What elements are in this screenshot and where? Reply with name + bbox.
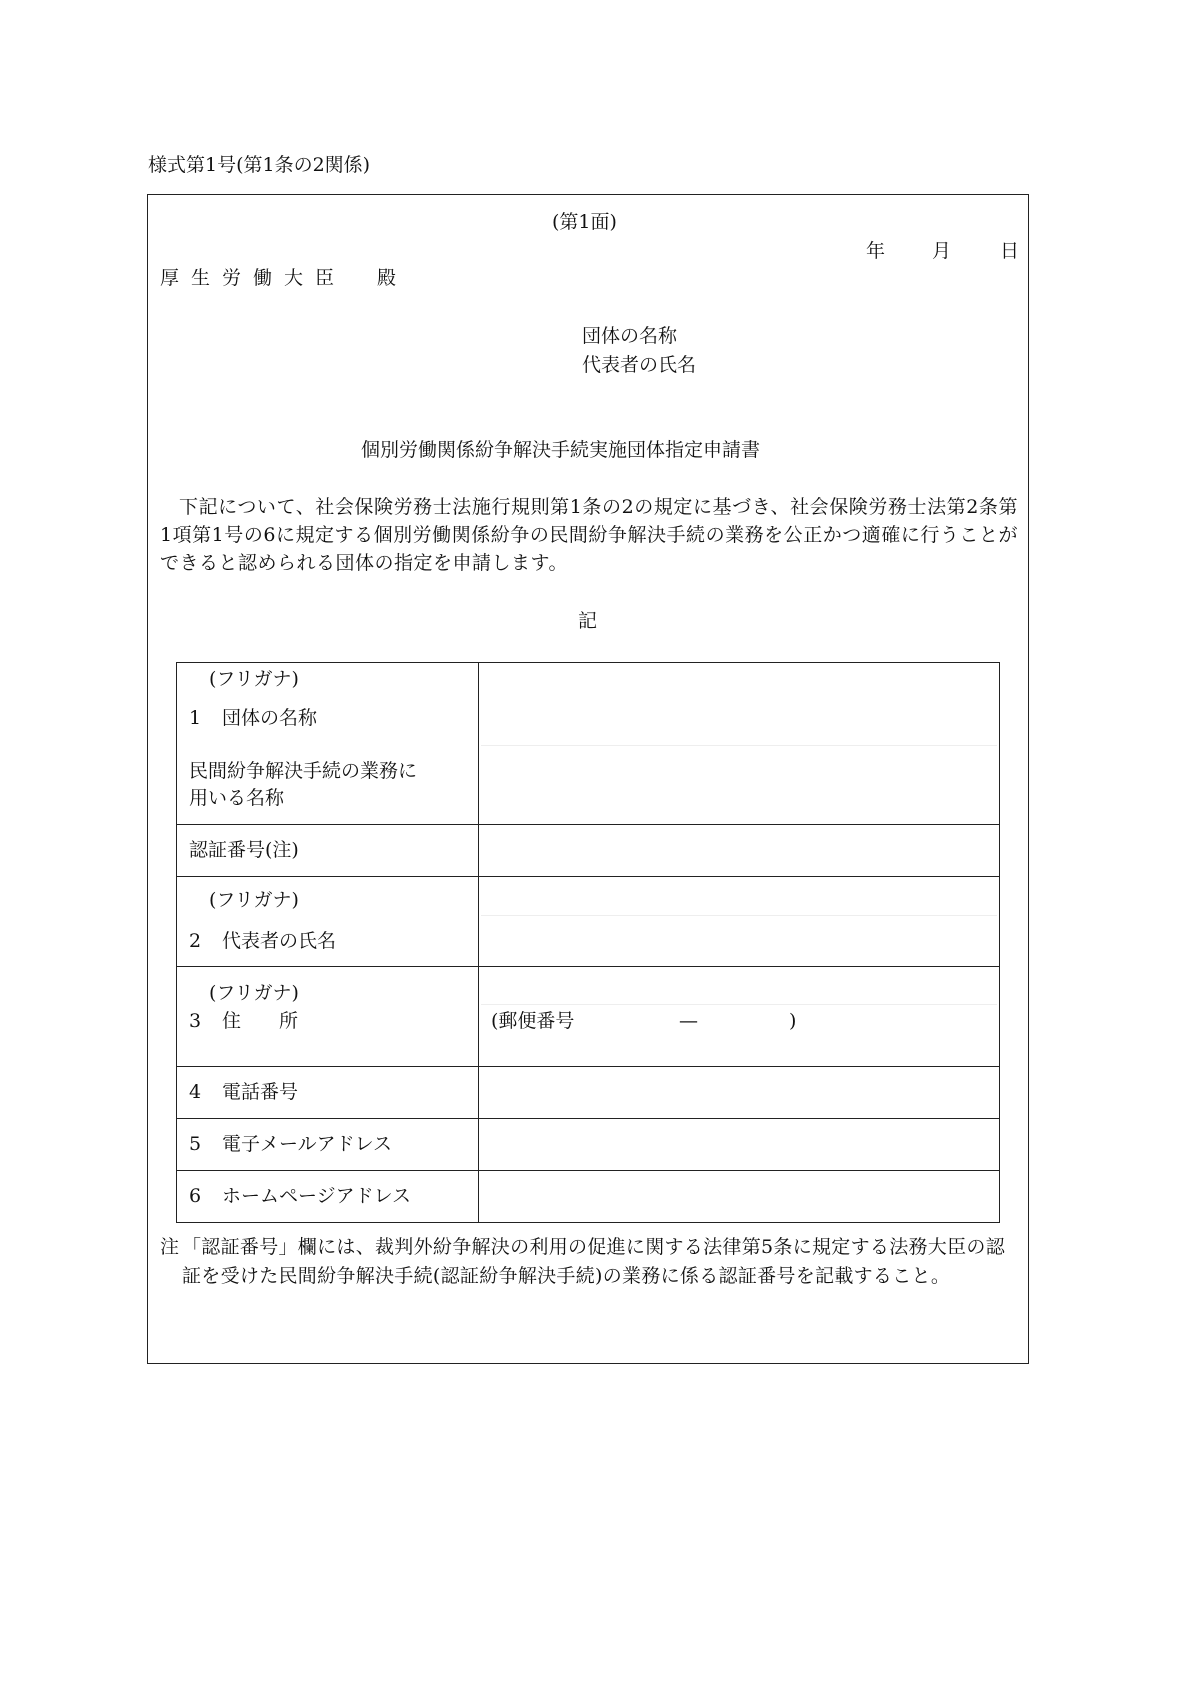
note-marker: 注 (160, 1236, 180, 1258)
date-year-label: 年 (866, 240, 886, 262)
cert-value-cell[interactable] (479, 825, 1000, 877)
applicant-rep-name-label: 代表者の氏名 (582, 354, 697, 376)
row-number: 4 (189, 1081, 202, 1103)
postal-code-dash: — (679, 1010, 698, 1032)
page-face-label: (第1面) (552, 211, 617, 233)
applicant-org-name-label: 団体の名称 (582, 325, 678, 347)
document-title: 個別労働関係紛争解決手続実施団体指定申請書 (361, 439, 761, 461)
rep-value-cell[interactable] (479, 877, 1000, 967)
table-row-cert (177, 825, 1000, 877)
rep-label-cell (177, 877, 479, 967)
postal-code-label: (郵便番号 (491, 1010, 575, 1032)
table-row-org (177, 663, 1000, 825)
row-number: 3 (189, 1010, 202, 1032)
homepage-field-label: ホームページアドレス (222, 1185, 412, 1207)
addressee: 厚生労働大臣 殿 (160, 267, 409, 289)
table-row-address (177, 967, 1000, 1067)
note-text: 「認証番号」欄には、裁判外紛争解決の利用の促進に関する法律第5条に規定する法務大臣の認証を受けた民間紛争解決手続(認証紛争解決手続)の業務に係る認証番号を記載すること。 (182, 1236, 1005, 1287)
org-value-cell[interactable] (479, 663, 1000, 825)
adr-name-label-line2: 用いる名称 (189, 787, 285, 809)
ki-heading: 記 (578, 610, 598, 632)
org-furigana-label: (フリガナ) (209, 668, 299, 690)
row-number: 6 (189, 1185, 202, 1207)
record-table (176, 662, 1000, 1223)
postal-code-close: ) (789, 1010, 797, 1032)
body-paragraph: 下記について、社会保険労務士法施行規則第1条の2の規定に基づき、社会保険労務士法第2条第1項第1号の6に規定する個別労働関係紛争の民間紛争解決手続の業務を公正かつ適確に行うことができると認められる団体の指定を申請します。 (160, 496, 1018, 574)
homepage-label-cell (177, 1171, 479, 1223)
address-furigana-label: (フリガナ) (209, 982, 299, 1004)
phone-field-label: 電話番号 (222, 1081, 299, 1103)
table-row-phone (177, 1067, 1000, 1119)
cert-number-label: 認証番号(注) (189, 839, 299, 861)
date-month-label: 月 (932, 240, 952, 262)
rep-name-field-label: 代表者の氏名 (222, 930, 337, 952)
address-label-cell (177, 967, 479, 1067)
cert-label-cell (177, 825, 479, 877)
row-number: 1 (189, 707, 202, 729)
phone-label-cell (177, 1067, 479, 1119)
phone-value-cell[interactable] (479, 1067, 1000, 1119)
row-number: 2 (189, 930, 202, 952)
email-value-cell[interactable] (479, 1119, 1000, 1171)
email-label-cell (177, 1119, 479, 1171)
table-row-rep (177, 877, 1000, 967)
adr-name-label-line1: 民間紛争解決手続の業務に (189, 760, 418, 782)
address-value-cell[interactable] (479, 967, 1000, 1067)
org-name-field-label: 団体の名称 (222, 707, 318, 729)
row-number: 5 (189, 1133, 202, 1155)
form-number-label: 様式第1号(第1条の2関係) (148, 154, 371, 176)
email-field-label: 電子メールアドレス (222, 1133, 393, 1155)
date-day-label: 日 (1000, 240, 1020, 262)
table-row-email (177, 1119, 1000, 1171)
table-row-homepage (177, 1171, 1000, 1223)
org-label-cell (177, 663, 479, 825)
rep-furigana-label: (フリガナ) (209, 889, 299, 911)
homepage-value-cell[interactable] (479, 1171, 1000, 1223)
address-field-label: 住 所 (222, 1010, 299, 1032)
